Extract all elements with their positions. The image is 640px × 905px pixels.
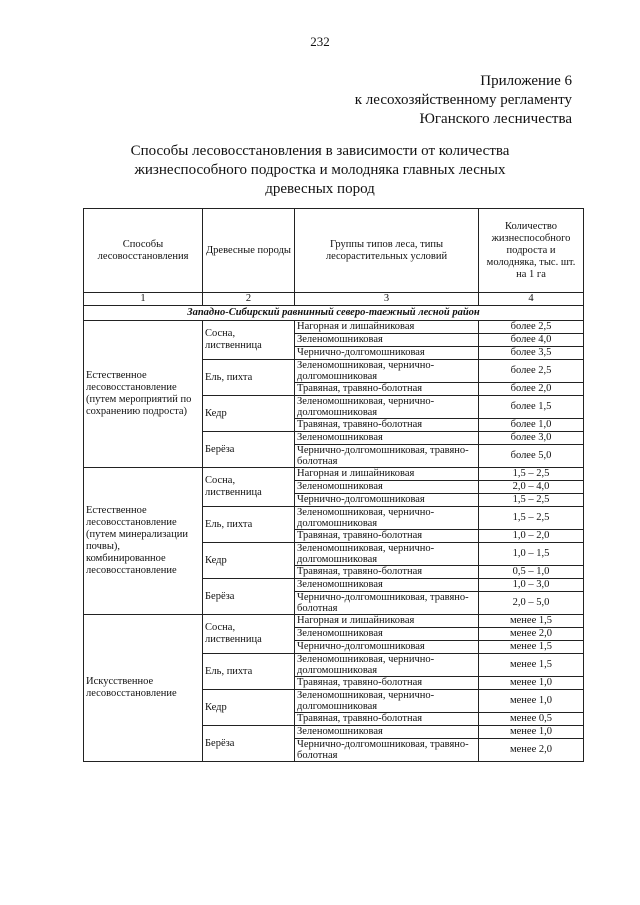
forest-group-cell: Чернично-долгомошниковая (295, 494, 479, 507)
forest-group-cell: Зеленомошниковая (295, 481, 479, 494)
forest-group-cell: Зеленомошниковая (295, 579, 479, 592)
amount-cell: менее 2,0 (479, 628, 584, 641)
appendix-line: Юганского лесничества (419, 111, 572, 127)
forest-group-cell: Нагорная и лишайниковая (295, 615, 479, 628)
region-name: Западно-Сибирский равнинный северо-таежный лесной район (84, 306, 584, 321)
amount-cell: более 2,5 (479, 360, 584, 383)
forest-group-cell: Зеленомошниковая (295, 628, 479, 641)
amount-cell: 1,0 – 1,5 (479, 543, 584, 566)
forest-group-cell: Зеленомошниковая, чернично-долгомошниковая (295, 654, 479, 677)
forest-group-cell: Зеленомошниковая, чернично-долгомошниковая (295, 396, 479, 419)
title-line: жизнеспособного подростка и молодняка главных лесных (134, 162, 506, 178)
column-number: 2 (203, 293, 295, 306)
species-cell: Ель, пихта (203, 360, 295, 396)
title-line: Способы лесовосстановления в зависимости от количества (130, 143, 510, 159)
species-cell: Сосна, лиственница (203, 615, 295, 654)
table-row (84, 468, 584, 481)
table-header-row (84, 209, 584, 293)
amount-cell: более 2,0 (479, 383, 584, 396)
forest-group-cell: Зеленомошниковая (295, 432, 479, 445)
amount-cell: менее 1,5 (479, 615, 584, 628)
table-row (84, 321, 584, 334)
region-row (84, 306, 584, 321)
amount-cell: менее 1,0 (479, 726, 584, 739)
forest-group-cell: Чернично-долгомошниковая, травяно-болотная (295, 592, 479, 615)
forest-group-cell: Зеленомошниковая, чернично-долгомошниковая (295, 690, 479, 713)
forest-group-cell: Чернично-долгомошниковая (295, 641, 479, 654)
species-cell: Берёза (203, 432, 295, 468)
amount-cell: менее 1,5 (479, 654, 584, 677)
appendix-block (355, 72, 572, 129)
species-cell: Берёза (203, 726, 295, 762)
forest-group-cell: Травяная, травяно-болотная (295, 530, 479, 543)
amount-cell: 1,5 – 2,5 (479, 494, 584, 507)
amount-cell: более 3,0 (479, 432, 584, 445)
column-number: 3 (295, 293, 479, 306)
column-number-row (84, 293, 584, 306)
species-cell: Ель, пихта (203, 507, 295, 543)
species-cell: Кедр (203, 690, 295, 726)
amount-cell: более 2,5 (479, 321, 584, 334)
header-amount: Количество жизнеспособного подроста и молодняка, тыс. шт. на 1 га (479, 209, 584, 293)
amount-cell: 0,5 – 1,0 (479, 566, 584, 579)
amount-cell: 1,0 – 2,0 (479, 530, 584, 543)
forest-group-cell: Зеленомошниковая, чернично-долгомошниковая (295, 360, 479, 383)
amount-cell: менее 1,0 (479, 690, 584, 713)
appendix-line: к лесохозяйственному регламенту (354, 92, 572, 108)
amount-cell: 1,0 – 3,0 (479, 579, 584, 592)
reforestation-table (83, 208, 584, 762)
forest-group-cell: Травяная, травяно-болотная (295, 566, 479, 579)
amount-cell: более 4,0 (479, 334, 584, 347)
species-cell: Ель, пихта (203, 654, 295, 690)
column-number: 1 (84, 293, 203, 306)
species-cell: Берёза (203, 579, 295, 615)
forest-group-cell: Травяная, травяно-болотная (295, 419, 479, 432)
amount-cell: 2,0 – 4,0 (479, 481, 584, 494)
document-title (110, 142, 530, 199)
amount-cell: 2,0 – 5,0 (479, 592, 584, 615)
forest-group-cell: Зеленомошниковая (295, 334, 479, 347)
header-forest-groups: Группы типов леса, типы лесорастительных условий (295, 209, 479, 293)
forest-group-cell: Чернично-долгомошниковая (295, 347, 479, 360)
forest-group-cell: Зеленомошниковая, чернично-долгомошниковая (295, 507, 479, 530)
species-cell: Кедр (203, 396, 295, 432)
method-cell: Естественное лесовосстановление (путем мероприятий по сохранению подроста) (84, 321, 203, 468)
forest-group-cell: Чернично-долгомошниковая, травяно-болотная (295, 739, 479, 762)
forest-group-cell: Травяная, травяно-болотная (295, 713, 479, 726)
forest-group-cell: Чернично-долгомошниковая, травяно-болотная (295, 445, 479, 468)
method-cell: Искусственное лесовосстановление (84, 615, 203, 762)
amount-cell: менее 0,5 (479, 713, 584, 726)
amount-cell: более 3,5 (479, 347, 584, 360)
species-cell: Сосна, лиственница (203, 468, 295, 507)
amount-cell: 1,5 – 2,5 (479, 468, 584, 481)
species-cell: Сосна, лиственница (203, 321, 295, 360)
title-line: древесных пород (265, 181, 375, 197)
forest-group-cell: Травяная, травяно-болотная (295, 677, 479, 690)
column-number: 4 (479, 293, 584, 306)
amount-cell: менее 1,5 (479, 641, 584, 654)
amount-cell: 1,5 – 2,5 (479, 507, 584, 530)
method-cell: Естественное лесовосстановление (путем минерализации почвы), комбинированное лесовосстановление (84, 468, 203, 615)
header-species: Древесные породы (203, 209, 295, 293)
amount-cell: менее 1,0 (479, 677, 584, 690)
header-methods: Способы лесовосстановления (84, 209, 203, 293)
forest-group-cell: Зеленомошниковая (295, 726, 479, 739)
amount-cell: более 1,0 (479, 419, 584, 432)
amount-cell: менее 2,0 (479, 739, 584, 762)
forest-group-cell: Нагорная и лишайниковая (295, 468, 479, 481)
amount-cell: более 5,0 (479, 445, 584, 468)
forest-group-cell: Травяная, травяно-болотная (295, 383, 479, 396)
species-cell: Кедр (203, 543, 295, 579)
amount-cell: более 1,5 (479, 396, 584, 419)
page-number: 232 (310, 34, 330, 49)
forest-group-cell: Нагорная и лишайниковая (295, 321, 479, 334)
appendix-line: Приложение 6 (480, 73, 572, 89)
forest-group-cell: Зеленомошниковая, чернично-долгомошниковая (295, 543, 479, 566)
table-row (84, 615, 584, 628)
table-body (84, 306, 584, 762)
